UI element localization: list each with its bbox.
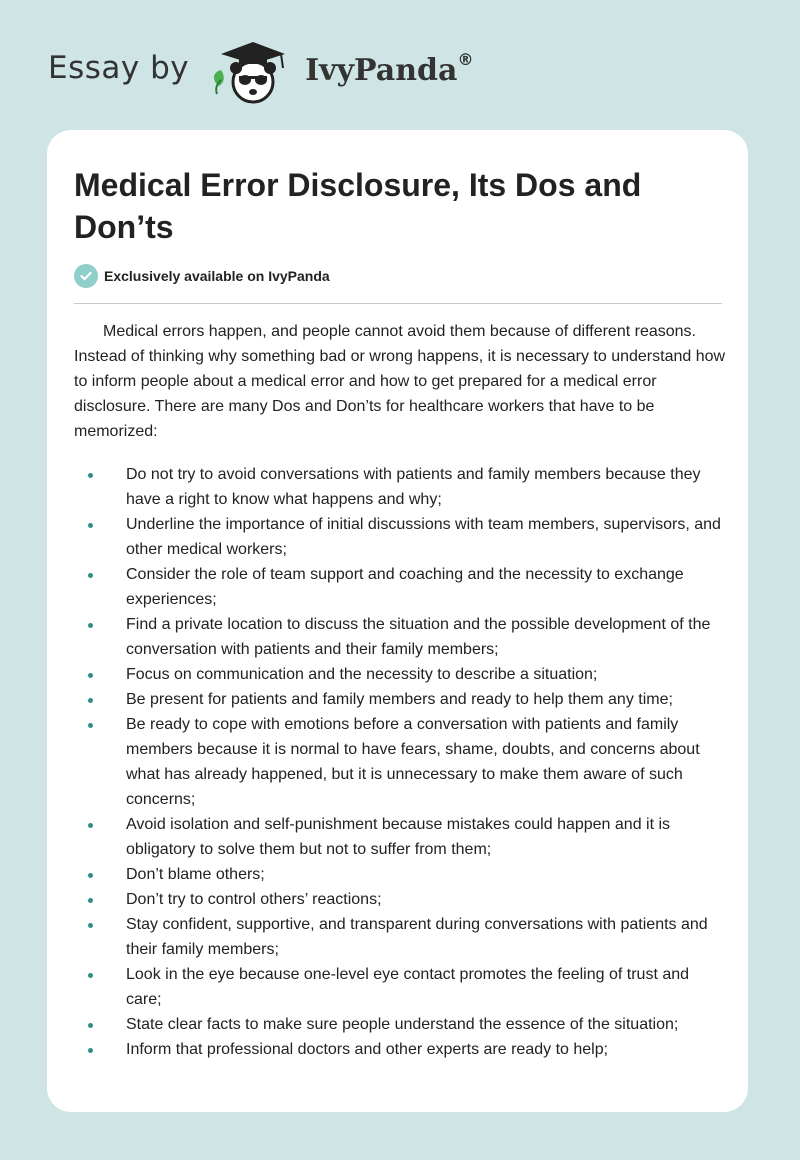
list-item bbox=[74, 512, 726, 562]
list-item bbox=[74, 887, 726, 912]
bullet-icon bbox=[88, 723, 93, 728]
list-item bbox=[74, 662, 726, 687]
bullet-icon bbox=[88, 1048, 93, 1053]
list-item bbox=[74, 962, 726, 1012]
check-icon bbox=[74, 264, 98, 288]
list-item bbox=[74, 562, 726, 612]
list-item-text: Find a private location to discuss the situation and the possible development of the conversation with patients and their family members; bbox=[126, 616, 711, 658]
essay-by-label: Essay by bbox=[48, 50, 190, 86]
dos-list bbox=[74, 462, 726, 1062]
list-item bbox=[74, 812, 726, 862]
list-item bbox=[74, 1037, 726, 1062]
brand-name[interactable] bbox=[305, 49, 474, 88]
bullet-icon bbox=[88, 698, 93, 703]
registered-mark: ® bbox=[457, 49, 474, 69]
divider bbox=[74, 303, 722, 304]
list-item-text: Be present for patients and family members and ready to help them any time; bbox=[126, 691, 673, 708]
list-item-text: Focus on communication and the necessity to describe a situation; bbox=[126, 666, 598, 683]
essay-title: Medical Error Disclosure, Its Dos and Don’ts bbox=[74, 167, 642, 245]
bullet-icon bbox=[88, 823, 93, 828]
list-item bbox=[74, 687, 726, 712]
list-item bbox=[74, 862, 726, 887]
list-item-text: Don’t try to control others’ reactions; bbox=[126, 891, 382, 908]
list-item-text: Consider the role of team support and coaching and the necessity to exchange experiences; bbox=[126, 566, 684, 608]
bullet-icon bbox=[88, 623, 93, 628]
panda-graduate-logo-icon bbox=[203, 36, 299, 108]
list-item-text: Avoid isolation and self-punishment because mistakes could happen and it is obligatory to solve them but not to suffer from them; bbox=[126, 816, 671, 858]
exclusive-label: Exclusively available on IvyPanda bbox=[104, 268, 330, 284]
list-item bbox=[74, 462, 726, 512]
bullet-icon bbox=[88, 523, 93, 528]
list-item-text: Underline the importance of initial discussions with team members, supervisors, and other medical workers; bbox=[126, 516, 721, 558]
site-header bbox=[48, 36, 648, 108]
list-item-text: Stay confident, supportive, and transparent during conversations with patients and their family members; bbox=[126, 916, 708, 958]
bullet-icon bbox=[88, 473, 93, 478]
essay-card bbox=[47, 130, 748, 1112]
bullet-icon bbox=[88, 898, 93, 903]
list-item bbox=[74, 1012, 726, 1037]
bullet-icon bbox=[88, 973, 93, 978]
list-item-text: Be ready to cope with emotions before a conversation with patients and family members because it is normal to have fears, shame, doubts, and concerns about what has already happened, but it is unnecessary to make them aware of such concerns; bbox=[126, 716, 700, 808]
bullet-icon bbox=[88, 673, 93, 678]
exclusive-badge bbox=[74, 264, 330, 288]
bullet-icon bbox=[88, 873, 93, 878]
list-item bbox=[74, 912, 726, 962]
bullet-icon bbox=[88, 573, 93, 578]
list-item bbox=[74, 612, 726, 662]
list-item-text: Inform that professional doctors and other experts are ready to help; bbox=[126, 1041, 609, 1058]
bullet-icon bbox=[88, 923, 93, 928]
intro-paragraph: Medical errors happen, and people cannot avoid them because of different reasons. Instead of thinking why something bad or wrong happens, it is necessary to understand how to inform people about a medical error and how to get prepared for a medical error disclosure. There are many Dos and Don’ts for healthcare workers that have to be memorized: bbox=[74, 323, 726, 440]
brand-text: IvyPanda bbox=[305, 52, 458, 88]
bullet-icon bbox=[88, 1023, 93, 1028]
list-item bbox=[74, 712, 726, 812]
list-item-text: Do not try to avoid conversations with patients and family members because they have a right to know what happens and why; bbox=[126, 466, 701, 508]
list-item-text: Look in the eye because one-level eye contact promotes the feeling of trust and care; bbox=[126, 966, 690, 1008]
list-item-text: Don’t blame others; bbox=[126, 866, 265, 883]
list-item-text: State clear facts to make sure people understand the essence of the situation; bbox=[126, 1016, 679, 1033]
